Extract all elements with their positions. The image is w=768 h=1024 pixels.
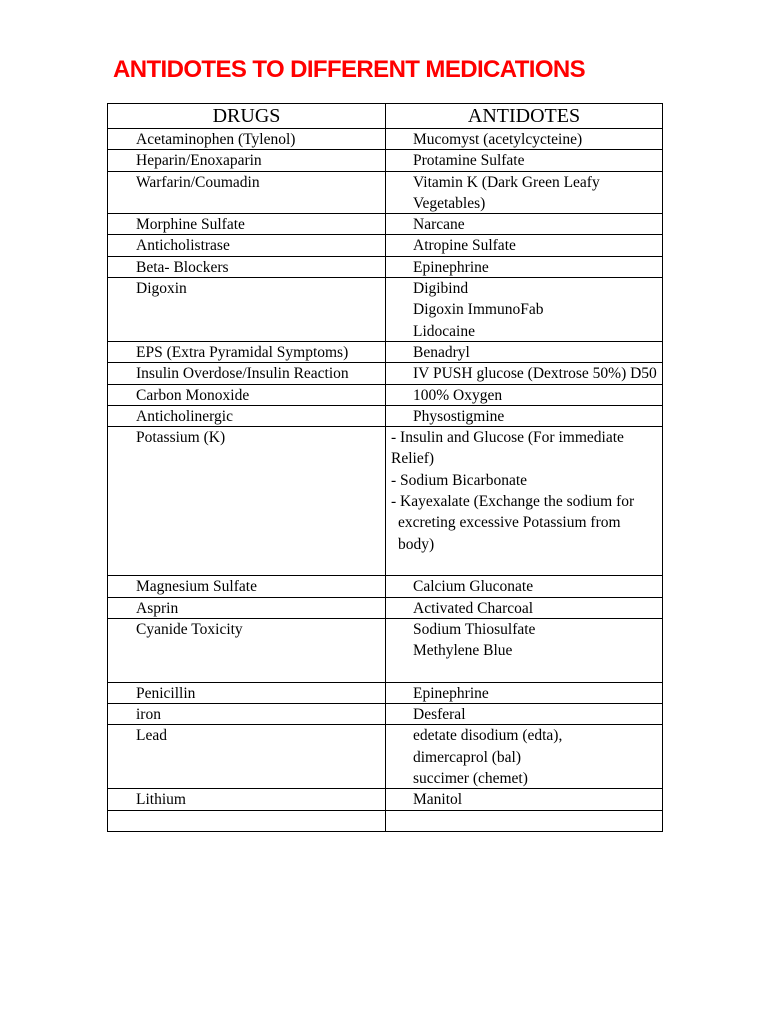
antidote-text: Vegetables) (413, 194, 486, 212)
antidote-text: Desferal (413, 706, 466, 724)
antidote-text: Vitamin K (Dark Green Leafy (413, 173, 600, 191)
antidote-text: Lidocaine (413, 322, 475, 340)
drug-cell (108, 704, 386, 724)
antidote-cell (386, 619, 662, 682)
table-row (108, 725, 662, 789)
drug-cell (108, 235, 386, 255)
antidote-text: succimer (chemet) (413, 769, 528, 787)
antidote-text: edetate disodium (edta), (413, 727, 563, 745)
antidote-text: 100% Oxygen (413, 386, 503, 404)
antidote-text: Epinephrine (413, 258, 489, 276)
table-row (108, 427, 662, 576)
table-header-row (108, 104, 662, 129)
antidote-text: - Sodium Bicarbonate (391, 471, 528, 489)
antidote-text: Sodium Thiosulfate (413, 620, 536, 638)
antidote-cell (386, 278, 662, 341)
antidote-cell (386, 150, 662, 170)
antidote-cell (386, 576, 662, 596)
column-header-antidotes: ANTIDOTES (467, 105, 581, 127)
table-row (108, 576, 662, 597)
table-row (108, 257, 662, 278)
drug-name: Acetaminophen (Tylenol) (136, 131, 296, 148)
antidote-cell (386, 725, 662, 788)
antidote-text: Benadryl (413, 343, 470, 361)
antidote-cell (386, 811, 662, 831)
drug-name: Anticholinergic (136, 407, 233, 425)
antidotes-table (107, 103, 663, 832)
drug-cell (108, 342, 386, 362)
antidote-cell (386, 172, 662, 214)
antidote-text: Activated Charcoal (413, 599, 534, 617)
drug-name: Carbon Monoxide (136, 386, 250, 404)
drug-name: Lithium (136, 791, 186, 809)
antidote-cell (386, 789, 662, 809)
table-row (108, 385, 662, 406)
antidote-text: - Kayexalate (Exchange the sodium for (391, 493, 635, 511)
drug-cell (108, 427, 386, 575)
drug-cell (108, 214, 386, 234)
drug-cell (108, 257, 386, 277)
drug-name: Warfarin/Coumadin (136, 173, 260, 191)
table-row (108, 129, 662, 150)
antidote-text: Relief) (391, 450, 435, 468)
drug-name: Cyanide Toxicity (136, 620, 243, 638)
antidote-cell (386, 214, 662, 234)
drug-name: Potassium (K) (136, 429, 226, 447)
drug-name: Heparin/Enoxaparin (136, 152, 262, 170)
drug-name: EPS (Extra Pyramidal Symptoms) (136, 343, 349, 361)
table-row (108, 406, 662, 427)
antidote-cell (386, 363, 662, 383)
antidote-cell (386, 257, 662, 277)
table-row-empty (108, 811, 662, 832)
antidote-text: Narcane (413, 216, 465, 234)
table-row (108, 150, 662, 171)
drug-name: iron (136, 706, 161, 724)
drug-cell (108, 150, 386, 170)
antidote-cell (386, 427, 662, 575)
table-row (108, 704, 662, 725)
drug-name: Penicillin (136, 684, 196, 702)
table-row (108, 342, 662, 363)
table-row (108, 172, 662, 215)
table-row (108, 619, 662, 683)
drug-name: Lead (136, 727, 167, 745)
antidote-text: Physostigmine (413, 407, 505, 425)
table-row (108, 235, 662, 256)
table-row (108, 363, 662, 384)
drug-cell (108, 811, 386, 831)
antidote-text: Mucomyst (acetylcycteine) (413, 131, 583, 148)
column-header-drugs: DRUGS (108, 104, 386, 128)
table-row (108, 278, 662, 342)
table-row (108, 598, 662, 619)
drug-name: Anticholistrase (136, 237, 230, 255)
drug-cell (108, 789, 386, 809)
antidote-text: dimercaprol (bal) (413, 748, 522, 766)
drug-cell (108, 172, 386, 214)
antidote-cell (386, 704, 662, 724)
antidote-text: IV PUSH glucose (Dextrose 50%) D50 (413, 365, 657, 383)
antidote-text: Methylene Blue (413, 642, 513, 660)
drug-cell (108, 725, 386, 788)
antidote-text: Atropine Sulfate (413, 237, 516, 255)
drug-cell (108, 598, 386, 618)
drug-cell (108, 406, 386, 426)
drug-cell (108, 363, 386, 383)
antidote-cell (386, 406, 662, 426)
drug-cell (108, 385, 386, 405)
drug-name: Asprin (136, 599, 179, 617)
drug-cell (108, 278, 386, 341)
antidote-cell (386, 598, 662, 618)
table-row (108, 214, 662, 235)
antidote-text: Manitol (413, 791, 463, 809)
antidote-text: body) (398, 535, 435, 553)
antidote-cell (386, 129, 662, 149)
antidote-text: Digoxin ImmunoFab (413, 301, 544, 319)
drug-name: Morphine Sulfate (136, 216, 245, 234)
antidote-cell (386, 683, 662, 703)
drug-cell (108, 576, 386, 596)
antidote-text: Protamine Sulfate (413, 152, 525, 170)
table-row (108, 789, 662, 810)
antidote-text: - Insulin and Glucose (For immediate (391, 429, 624, 447)
drug-name: Digoxin (136, 280, 187, 298)
antidote-text: Calcium Gluconate (413, 578, 534, 596)
antidote-text: excreting excessive Potassium from (398, 514, 621, 532)
antidote-text: Epinephrine (413, 684, 489, 702)
drug-cell (108, 619, 386, 682)
drug-name: Magnesium Sulfate (136, 578, 257, 596)
antidote-cell (386, 385, 662, 405)
drug-name: Beta- Blockers (136, 258, 229, 276)
antidote-text: Digibind (413, 280, 469, 298)
drug-cell (108, 683, 386, 703)
antidote-cell (386, 235, 662, 255)
antidote-cell (386, 342, 662, 362)
document-title: ANTIDOTES TO DIFFERENT MEDICATIONS (113, 56, 586, 83)
drug-cell (108, 129, 386, 149)
table-row (108, 683, 662, 704)
drug-name: Insulin Overdose/Insulin Reaction (136, 365, 349, 383)
